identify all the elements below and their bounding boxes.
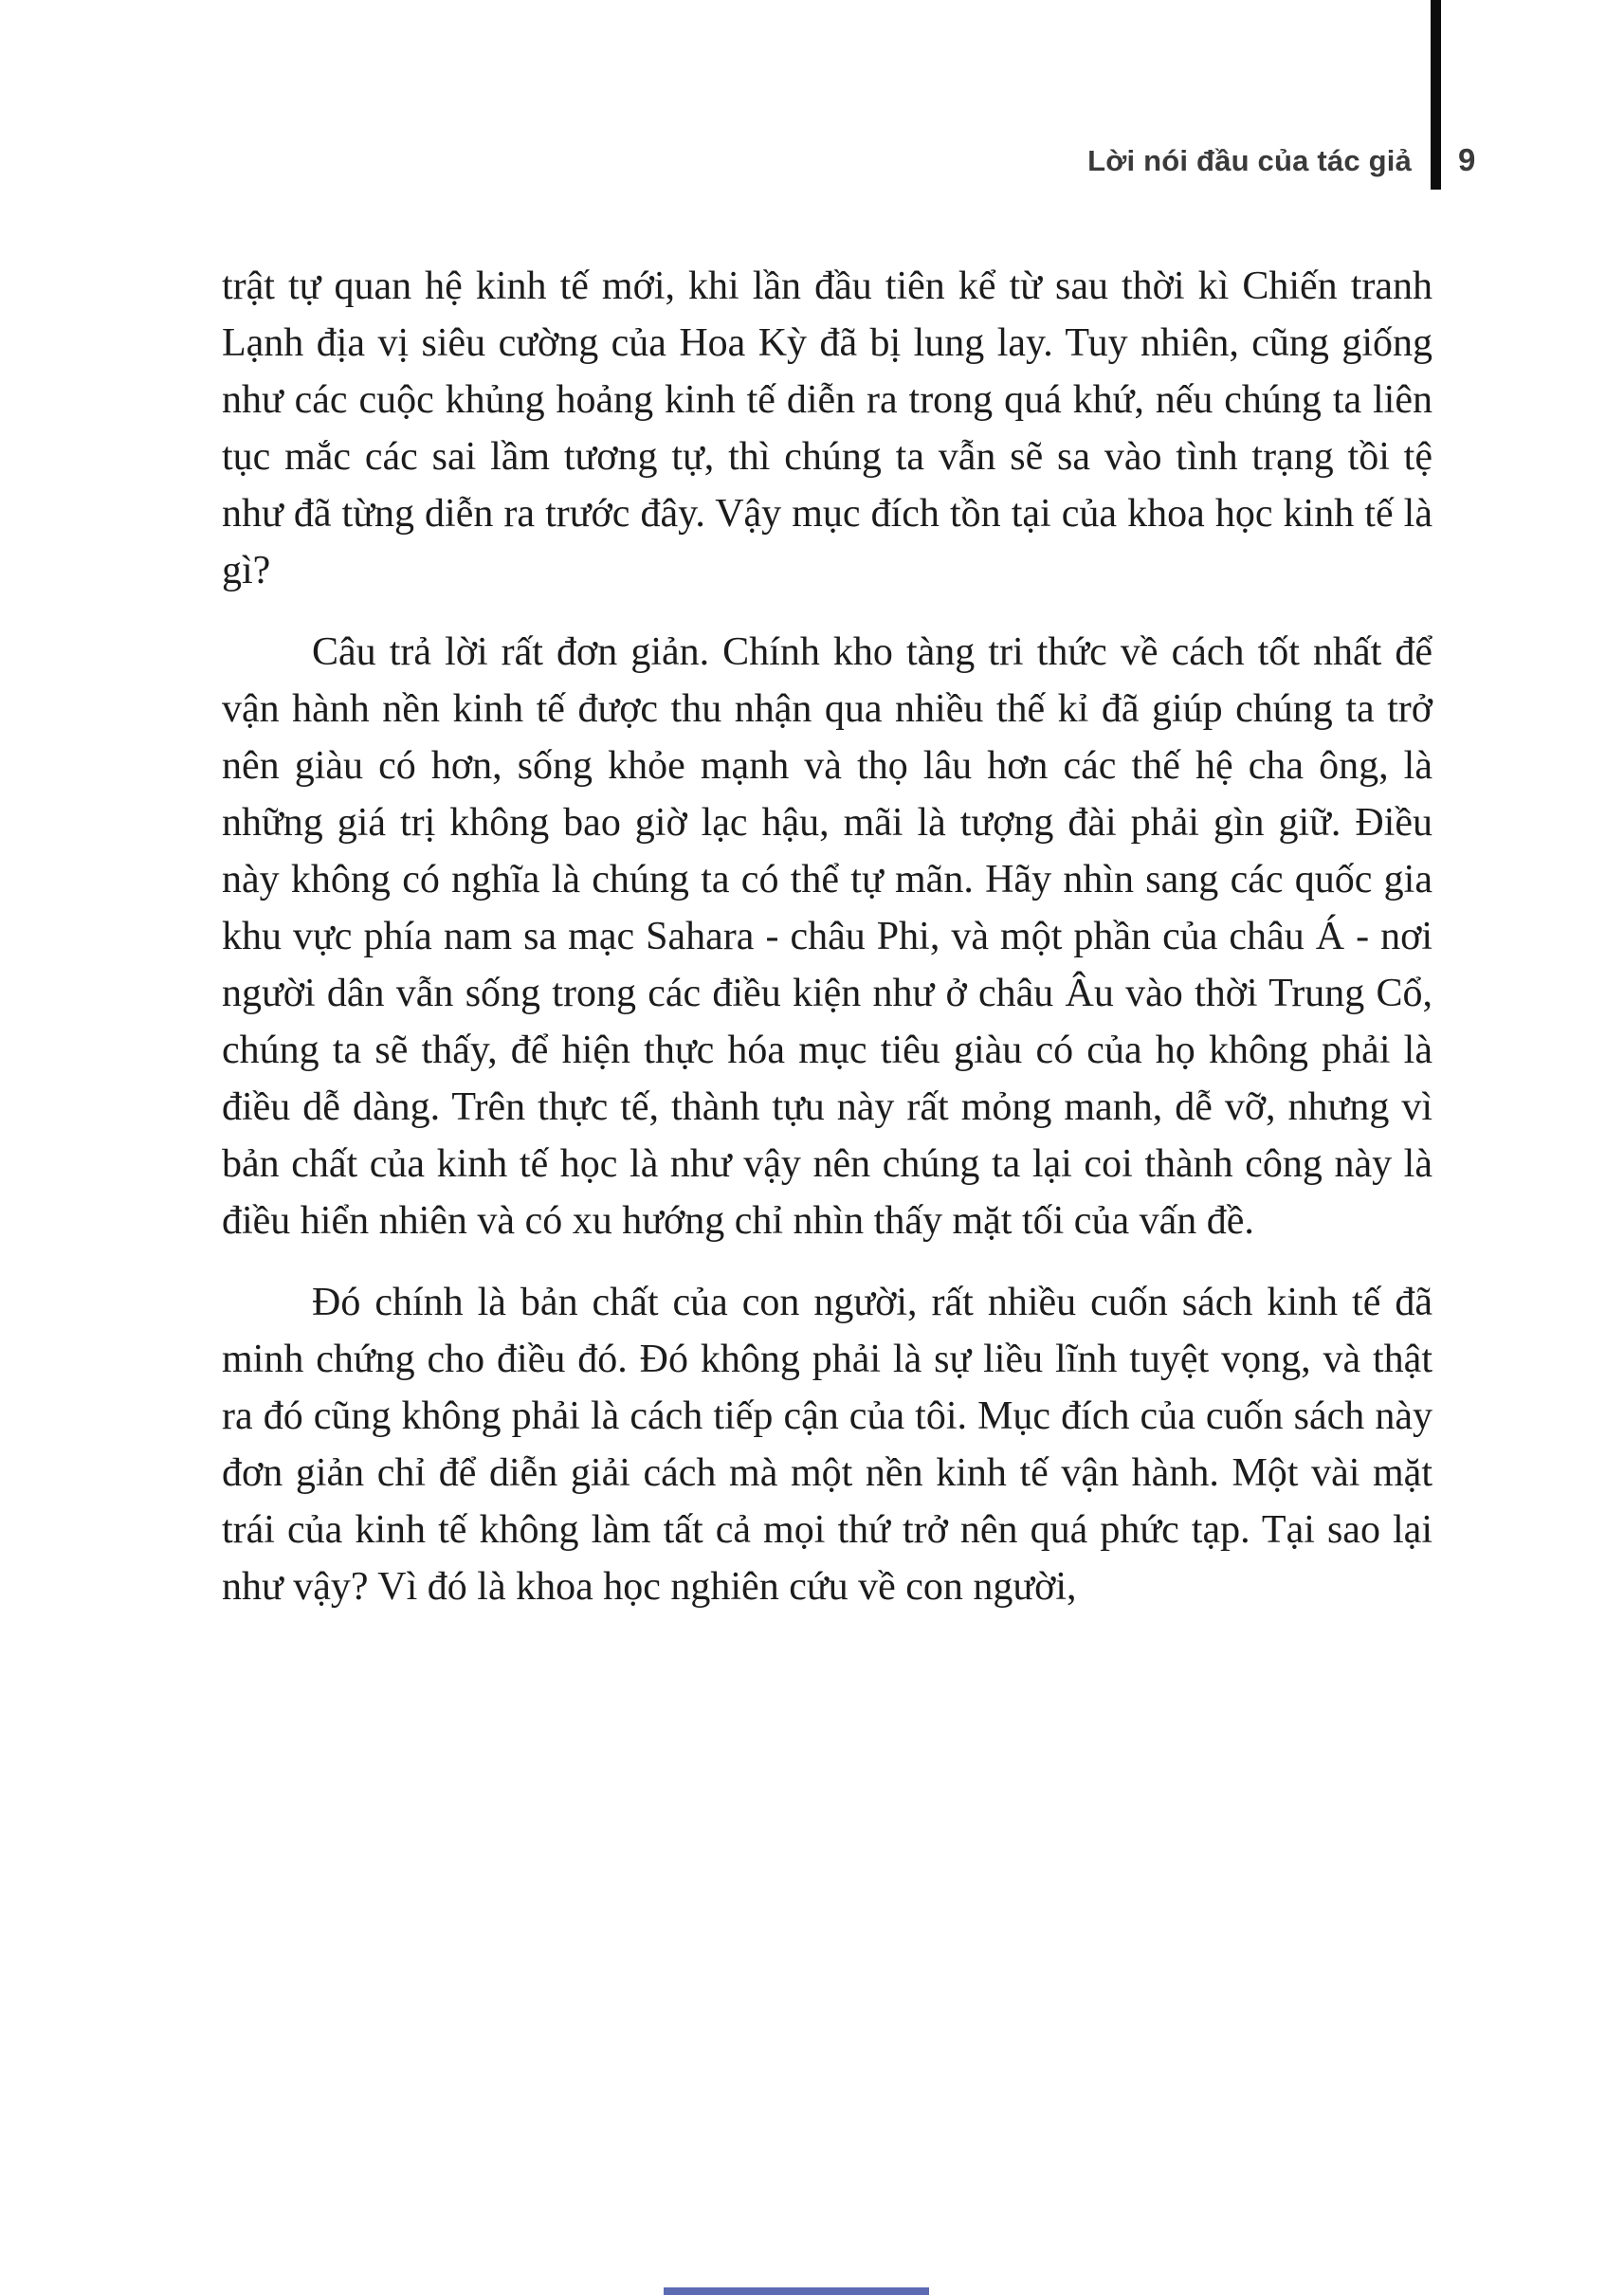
page-number: 9 xyxy=(1458,142,1476,177)
paragraph-continuation: trật tự quan hệ kinh tế mới, khi lần đầu tiên kể từ sau thời kì Chiến tranh Lạnh địa vị siêu cường của Hoa Kỳ đã bị lung lay. Tuy nhiên, cũng giống như các cuộc khủng hoảng kinh tế diễn ra trong quá khứ, nếu chúng ta liên tục mắc các sai lầm tương tự, thì chúng ta vẫn sẽ sa vào tình trạng tồi tệ như đã từng diễn ra trước đây. Vậy mục đích tồn tại của khoa học kinh tế là gì? xyxy=(222,264,1432,592)
paragraph: Đó chính là bản chất của con người, rất nhiều cuốn sách kinh tế đã minh chứng cho điều đó. Đó không phải là sự liều lĩnh tuyệt vọng, và thật ra đó cũng không phải là cách tiếp cận của tôi. Mục đích của cuốn sách này đơn giản chỉ để diễn giải cách mà một nền kinh tế vận hành. Một vài mặt trái của kinh tế không làm tất cả mọi thứ trở nên quá phức tạp. Tại sao lại như vậy? Vì đó là khoa học nghiên cứu về con người, xyxy=(222,1281,1432,1609)
page-bottom-artifact xyxy=(664,2287,929,2295)
body-text-block xyxy=(222,258,1432,1640)
header-accent-bar xyxy=(1431,0,1441,190)
paragraph: Câu trả lời rất đơn giản. Chính kho tàng tri thức về cách tốt nhất để vận hành nền kinh tế được thu nhận qua nhiều thế kỉ đã giúp chúng ta trở nên giàu có hơn, sống khỏe mạnh và thọ lâu hơn các thế hệ cha ông, là những giá trị không bao giờ lạc hậu, mãi là tượng đài phải gìn giữ. Điều này không có nghĩa là chúng ta có thể tự mãn. Hãy nhìn sang các quốc gia khu vực phía nam sa mạc Sahara - châu Phi, và một phần của châu Á - nơi người dân vẫn sống trong các điều kiện như ở châu Âu vào thời Trung Cổ, chúng ta sẽ thấy, để hiện thực hóa mục tiêu giàu có của họ không phải là điều dễ dàng. Trên thực tế, thành tựu này rất mỏng manh, dễ vỡ, nhưng vì bản chất của kinh tế học là như vậy nên chúng ta lại coi thành công này là điều hiển nhiên và có xu hướng chỉ nhìn thấy mặt tối của vấn đề. xyxy=(222,630,1432,1243)
running-head-title: Lời nói đầu của tác giả xyxy=(1087,144,1412,177)
